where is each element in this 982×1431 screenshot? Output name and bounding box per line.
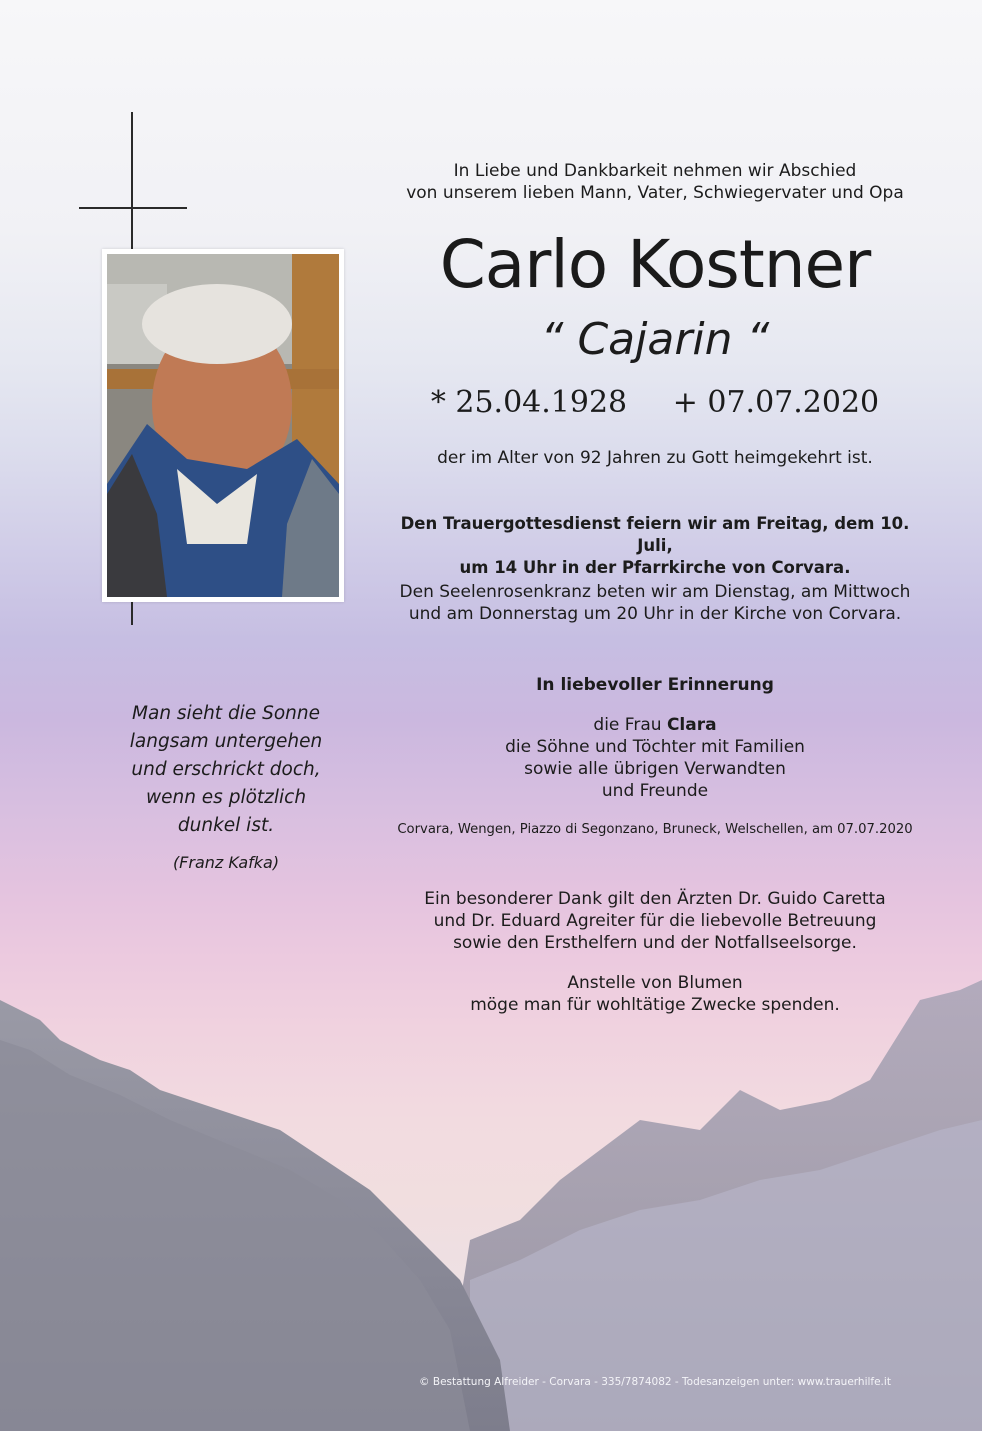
mourners-line: die Söhne und Töchter mit Familien [505, 737, 805, 757]
kafka-quote [106, 700, 346, 840]
flowers-note [380, 972, 930, 1016]
quote-line: und erschrickt doch, [131, 759, 321, 780]
mourners-title: In liebevoller Erinnerung [536, 675, 774, 695]
quote-line: dunkel ist. [177, 815, 275, 836]
thanks-line: und Dr. Eduard Agreiter für die liebevolle Betreuung [433, 911, 877, 931]
intro-text [380, 160, 930, 204]
thanks-line: Ein besonderer Dank gilt den Ärzten Dr. Guido Caretta [424, 889, 886, 909]
flowers-line: Anstelle von Blumen [567, 973, 743, 993]
thanks-text [380, 888, 930, 954]
rosary-text [380, 581, 930, 625]
wife-name: Clara [666, 715, 717, 735]
deceased-name: Carlo Kostner [439, 226, 871, 303]
age-text: der im Alter von 92 Jahren zu Gott heimgekehrt ist. [437, 448, 873, 468]
intro-line: von unserem lieben Mann, Vater, Schwiegervater und Opa [406, 183, 904, 203]
portrait-frame [102, 249, 344, 602]
mourners-line: und Freunde [601, 781, 709, 801]
mourners-wife-line [380, 714, 930, 736]
portrait-photo [107, 254, 339, 597]
service-line: Den Trauergottesdienst feiern wir am Freitag, dem 10. Juli, [400, 514, 910, 555]
death-date: + 07.07.2020 [672, 385, 880, 420]
cross-horizontal-line [79, 207, 187, 209]
thanks-line: sowie den Ersthelfern und der Notfallseelsorge. [453, 933, 857, 953]
mountain-landscape-image [0, 980, 982, 1431]
funeral-service-text [380, 513, 930, 579]
deceased-nickname: “ Cajarin “ [540, 314, 770, 365]
quote-author: (Franz Kafka) [172, 853, 280, 872]
service-line: um 14 Uhr in der Pfarrkirche von Corvara. [459, 558, 851, 577]
birth-date: * 25.04.1928 [430, 385, 628, 420]
mourners-list [380, 714, 930, 802]
quote-line: Man sieht die Sonne [132, 703, 320, 724]
quote-line: wenn es plötzlich [145, 787, 307, 808]
intro-line: In Liebe und Dankbarkeit nehmen wir Abschied [453, 161, 857, 181]
places-and-date: Corvara, Wengen, Piazzo di Segonzano, Bruneck, Welschellen, am 07.07.2020 [397, 822, 913, 837]
quote-line: langsam untergehen [129, 731, 323, 752]
wife-prefix: die Frau [593, 715, 662, 735]
mourners-line: sowie alle übrigen Verwandten [524, 759, 786, 779]
rosary-line: Den Seelenrosenkranz beten wir am Dienstag, am Mittwoch [399, 582, 911, 602]
life-dates [380, 383, 930, 423]
rosary-line: und am Donnerstag um 20 Uhr in der Kirche von Corvara. [408, 604, 902, 624]
footer-credit: © Bestattung Alfreider - Corvara - 335/7874082 - Todesanzeigen unter: www.trauerhilfe.it [419, 1376, 891, 1388]
flowers-line: möge man für wohltätige Zwecke spenden. [470, 995, 840, 1015]
